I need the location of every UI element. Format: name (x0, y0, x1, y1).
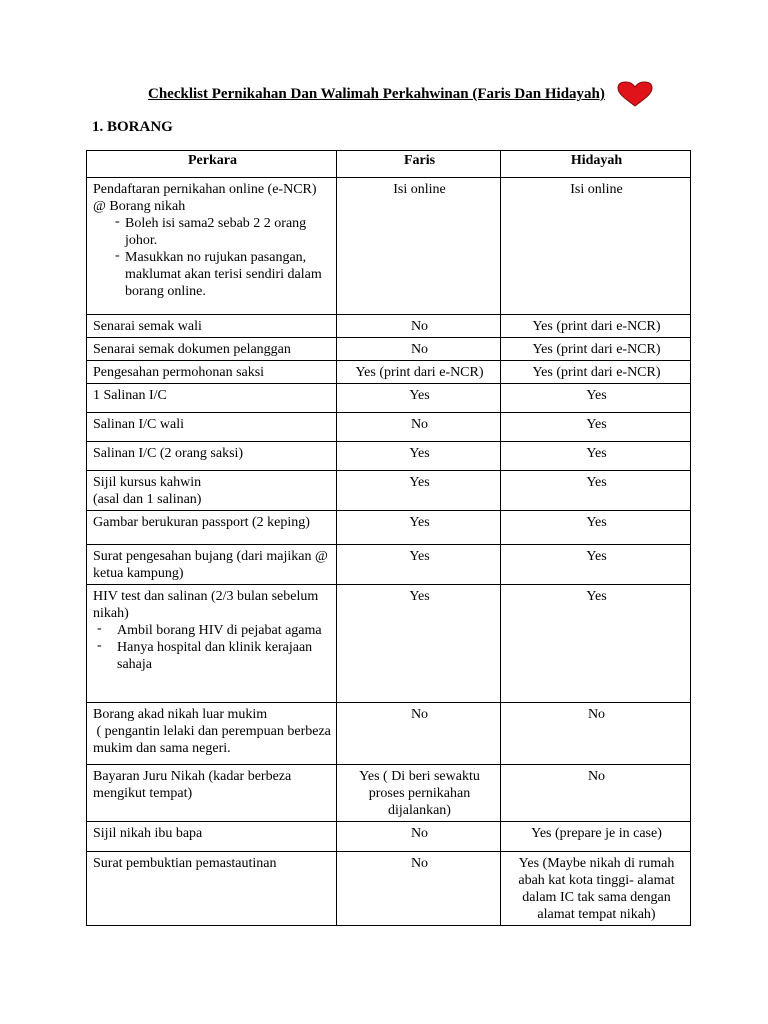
row-item: Salinan I/C (2 orang saksi) (87, 442, 337, 471)
table-row (87, 361, 691, 384)
table-row (87, 413, 691, 442)
document-title: Checklist Pernikahan Dan Walimah Perkahwinan (Faris Dan Hidayah) (148, 86, 605, 102)
faris-cell: Yes (337, 442, 501, 471)
table-row (87, 703, 691, 765)
table-row (87, 338, 691, 361)
row-item: Gambar berukuran passport (2 keping) (87, 511, 337, 545)
table-row (87, 511, 691, 545)
table-row (87, 852, 691, 926)
row-item: Surat pengesahan bujang (dari majikan @ ketua kampung) (87, 545, 337, 585)
sub-list (93, 215, 332, 300)
row-item (87, 585, 337, 703)
faris-cell: Yes (337, 545, 501, 585)
faris-cell: No (337, 822, 501, 852)
hidayah-cell: No (501, 765, 691, 822)
hidayah-cell: Yes (print dari e-NCR) (501, 361, 691, 384)
hidayah-cell: Yes (501, 511, 691, 545)
sub-item: - Boleh isi sama2 sebab 2 2 orang johor. (93, 215, 332, 249)
hidayah-cell: Yes (501, 442, 691, 471)
row-item (87, 178, 337, 315)
hidayah-cell: Yes (prepare je in case) (501, 822, 691, 852)
table-row (87, 178, 691, 315)
table-row (87, 471, 691, 511)
faris-cell: Yes ( Di beri sewaktu proses pernikahan dijalankan) (337, 765, 501, 822)
row-item (87, 471, 337, 511)
row-item: Pengesahan permohonan saksi (87, 361, 337, 384)
row-item: Sijil nikah ibu bapa (87, 822, 337, 852)
row-item (87, 703, 337, 765)
table-header-row (87, 151, 691, 178)
hidayah-cell: Yes (501, 413, 691, 442)
faris-cell: Yes (337, 384, 501, 413)
header-faris: Faris (337, 151, 501, 178)
item-text-2: ( pengantin lelaki dan perempuan berbeza mukim dan sama negeri. (93, 724, 335, 756)
item-text: HIV test dan salinan (2/3 bulan sebelum nikah) (93, 589, 319, 621)
faris-cell: Yes (337, 471, 501, 511)
table-row (87, 315, 691, 338)
item-text: Sijil kursus kahwin (93, 475, 202, 490)
table-row (87, 585, 691, 703)
row-item: Senarai semak dokumen pelanggan (87, 338, 337, 361)
row-item: Salinan I/C wali (87, 413, 337, 442)
header-perkara: Perkara (87, 151, 337, 178)
hidayah-cell: Yes (501, 585, 691, 703)
sub-item: - Ambil borang HIV di pejabat agama (93, 622, 332, 639)
faris-cell: Yes (337, 585, 501, 703)
sub-list (93, 622, 332, 673)
row-item: Senarai semak wali (87, 315, 337, 338)
faris-cell: No (337, 315, 501, 338)
hidayah-cell: No (501, 703, 691, 765)
header-hidayah: Hidayah (501, 151, 691, 178)
faris-cell: No (337, 413, 501, 442)
hidayah-cell: Yes (501, 384, 691, 413)
faris-cell: No (337, 852, 501, 926)
checklist-table (86, 150, 691, 926)
faris-cell: Yes (337, 511, 501, 545)
hidayah-cell: Yes (print dari e-NCR) (501, 315, 691, 338)
faris-cell: No (337, 703, 501, 765)
hidayah-cell: Yes (501, 545, 691, 585)
table-row (87, 822, 691, 852)
sub-item: - Hanya hospital dan klinik kerajaan sahaja (93, 639, 332, 673)
section-heading: 1. BORANG (92, 119, 173, 135)
faris-cell: Yes (print dari e-NCR) (337, 361, 501, 384)
table-row (87, 765, 691, 822)
faris-cell: Isi online (337, 178, 501, 315)
hidayah-cell: Yes (print dari e-NCR) (501, 338, 691, 361)
item-text-2: (asal dan 1 salinan) (93, 492, 202, 507)
item-text: Pendaftaran pernikahan online (e-NCR) @ Borang nikah (93, 182, 317, 214)
hidayah-cell: Yes (501, 471, 691, 511)
heart-icon (617, 81, 653, 107)
faris-cell: No (337, 338, 501, 361)
hidayah-cell: Yes (Maybe nikah di rumah abah kat kota tinggi- alamat dalam IC tak sama dengan alamat tempat nikah) (501, 852, 691, 926)
sub-item: - Masukkan no rujukan pasangan, maklumat akan terisi sendiri dalam borang online. (93, 249, 332, 300)
table-row (87, 384, 691, 413)
hidayah-cell: Isi online (501, 178, 691, 315)
row-item: 1 Salinan I/C (87, 384, 337, 413)
row-item: Surat pembuktian pemastautinan (87, 852, 337, 926)
table-row (87, 442, 691, 471)
table-row (87, 545, 691, 585)
row-item: Bayaran Juru Nikah (kadar berbeza mengikut tempat) (87, 765, 337, 822)
item-text: Borang akad nikah luar mukim (93, 707, 268, 722)
